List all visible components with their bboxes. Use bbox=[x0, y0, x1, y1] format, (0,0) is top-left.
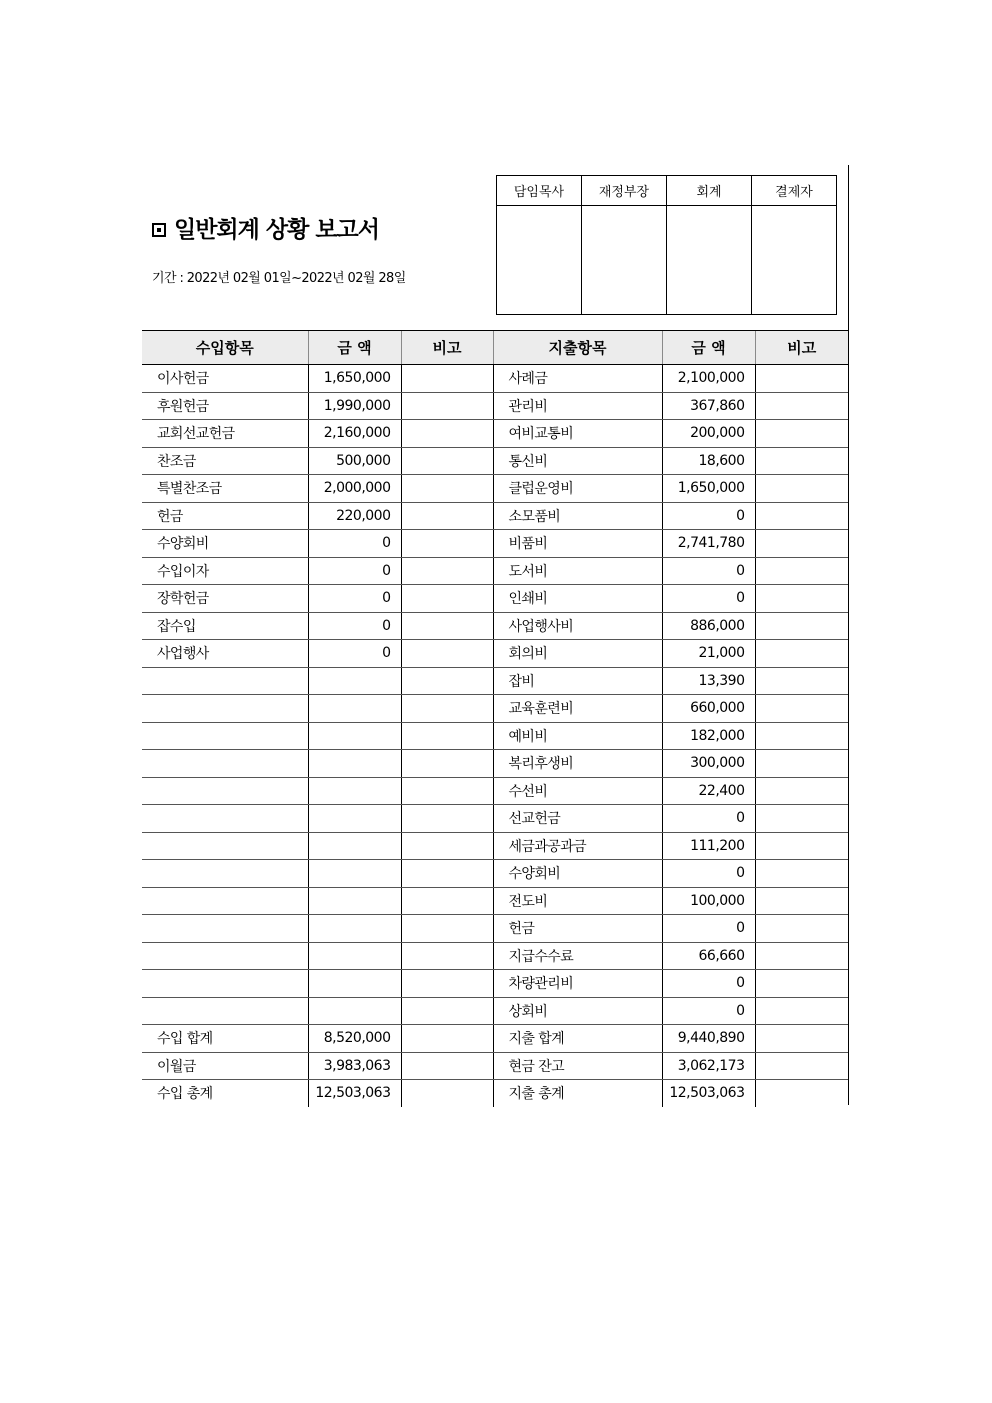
expense-item-cell: 지출 총계 bbox=[493, 1080, 662, 1107]
expense-item-cell: 현금 잔고 bbox=[493, 1052, 662, 1080]
table-row bbox=[142, 530, 848, 558]
header-expense-note: 비고 bbox=[755, 331, 848, 365]
expense-item-cell: 소모품비 bbox=[493, 502, 662, 530]
header-income-amount: 금 액 bbox=[308, 331, 401, 365]
expense-note-cell bbox=[755, 722, 848, 750]
expense-amount-cell: 21,000 bbox=[662, 640, 755, 668]
expense-amount-cell: 886,000 bbox=[662, 612, 755, 640]
income-amount-cell: 8,520,000 bbox=[308, 1025, 401, 1053]
expense-note-cell bbox=[755, 392, 848, 420]
income-item-cell: 장학헌금 bbox=[142, 585, 308, 613]
income-note-cell bbox=[401, 805, 493, 833]
income-amount-cell bbox=[308, 722, 401, 750]
expense-note-cell bbox=[755, 750, 848, 778]
income-note-cell bbox=[401, 475, 493, 503]
income-amount-cell bbox=[308, 887, 401, 915]
header-income-item: 수입항목 bbox=[142, 331, 308, 365]
income-item-cell: 수입이자 bbox=[142, 557, 308, 585]
income-note-cell bbox=[401, 860, 493, 888]
table-row bbox=[142, 420, 848, 448]
expense-note-cell bbox=[755, 970, 848, 998]
expense-item-cell: 지출 합계 bbox=[493, 1025, 662, 1053]
expense-note-cell bbox=[755, 475, 848, 503]
income-item-cell bbox=[142, 915, 308, 943]
income-item-cell: 헌금 bbox=[142, 502, 308, 530]
expense-amount-cell: 0 bbox=[662, 970, 755, 998]
income-note-cell bbox=[401, 447, 493, 475]
table-row bbox=[142, 1080, 848, 1107]
table-row bbox=[142, 887, 848, 915]
income-note-cell bbox=[401, 777, 493, 805]
expense-amount-cell: 2,741,780 bbox=[662, 530, 755, 558]
income-amount-cell: 0 bbox=[308, 612, 401, 640]
table-row bbox=[142, 722, 848, 750]
expense-item-cell: 전도비 bbox=[493, 887, 662, 915]
income-note-cell bbox=[401, 970, 493, 998]
income-item-cell: 이월금 bbox=[142, 1052, 308, 1080]
income-item-cell bbox=[142, 832, 308, 860]
expense-note-cell bbox=[755, 887, 848, 915]
expense-note-cell bbox=[755, 447, 848, 475]
expense-note-cell bbox=[755, 997, 848, 1025]
ledger-header-row bbox=[142, 331, 848, 365]
expense-amount-cell: 100,000 bbox=[662, 887, 755, 915]
expense-item-cell: 사업행사비 bbox=[493, 612, 662, 640]
expense-amount-cell: 2,100,000 bbox=[662, 365, 755, 393]
expense-note-cell bbox=[755, 805, 848, 833]
income-item-cell: 수입 합계 bbox=[142, 1025, 308, 1053]
expense-amount-cell: 367,860 bbox=[662, 392, 755, 420]
expense-amount-cell: 22,400 bbox=[662, 777, 755, 805]
income-amount-cell bbox=[308, 832, 401, 860]
header-income-note: 비고 bbox=[401, 331, 493, 365]
income-note-cell bbox=[401, 365, 493, 393]
table-row bbox=[142, 942, 848, 970]
income-amount-cell bbox=[308, 805, 401, 833]
table-row bbox=[142, 1025, 848, 1053]
expense-item-cell: 잡비 bbox=[493, 667, 662, 695]
income-note-cell bbox=[401, 392, 493, 420]
approval-header-approver: 결제자 bbox=[752, 176, 837, 206]
table-row bbox=[142, 997, 848, 1025]
expense-item-cell: 사례금 bbox=[493, 365, 662, 393]
expense-note-cell bbox=[755, 640, 848, 668]
expense-note-cell bbox=[755, 612, 848, 640]
income-item-cell: 수입 총계 bbox=[157, 1086, 213, 1103]
income-amount-cell: 3,983,063 bbox=[308, 1052, 401, 1080]
table-row bbox=[142, 585, 848, 613]
income-amount-cell: 0 bbox=[308, 557, 401, 585]
income-amount-cell: 2,160,000 bbox=[308, 420, 401, 448]
expense-amount-cell: 66,660 bbox=[662, 942, 755, 970]
expense-note-cell bbox=[755, 1080, 848, 1107]
income-amount-cell bbox=[308, 695, 401, 723]
table-row bbox=[142, 392, 848, 420]
income-note-cell bbox=[401, 942, 493, 970]
income-amount-cell: 0 bbox=[308, 640, 401, 668]
income-item-cell bbox=[142, 997, 308, 1025]
expense-note-cell bbox=[755, 502, 848, 530]
income-note-cell bbox=[401, 1025, 493, 1053]
table-row bbox=[142, 557, 848, 585]
income-note-cell bbox=[401, 640, 493, 668]
income-item-cell: 후원헌금 bbox=[142, 392, 308, 420]
expense-item-cell: 여비교통비 bbox=[493, 420, 662, 448]
income-note-cell bbox=[401, 722, 493, 750]
table-row bbox=[142, 640, 848, 668]
expense-item-cell: 도서비 bbox=[493, 557, 662, 585]
expense-amount-cell: 12,503,063 bbox=[662, 1080, 755, 1107]
income-item-cell bbox=[142, 805, 308, 833]
income-item-cell: 찬조금 bbox=[142, 447, 308, 475]
expense-item-cell: 세금과공과금 bbox=[493, 832, 662, 860]
income-amount-cell bbox=[308, 667, 401, 695]
ledger-table bbox=[142, 330, 848, 1107]
expense-item-cell: 수양회비 bbox=[493, 860, 662, 888]
income-amount-cell bbox=[308, 970, 401, 998]
square-bullet-icon bbox=[152, 223, 166, 237]
income-item-cell bbox=[142, 887, 308, 915]
expense-note-cell bbox=[755, 942, 848, 970]
income-note-cell bbox=[401, 887, 493, 915]
income-note-cell bbox=[401, 502, 493, 530]
expense-note-cell bbox=[755, 585, 848, 613]
income-amount-cell: 220,000 bbox=[308, 502, 401, 530]
income-item-cell bbox=[142, 667, 308, 695]
expense-amount-cell: 13,390 bbox=[662, 667, 755, 695]
report-title bbox=[152, 211, 379, 244]
expense-note-cell bbox=[755, 832, 848, 860]
expense-item-cell: 클럽운영비 bbox=[493, 475, 662, 503]
report-period: 기간 : 2022년 02월 01일~2022년 02월 28일 bbox=[152, 271, 406, 286]
income-note-cell bbox=[401, 750, 493, 778]
expense-amount-cell: 111,200 bbox=[662, 832, 755, 860]
expense-item-cell: 관리비 bbox=[493, 392, 662, 420]
header-expense-item: 지출항목 bbox=[493, 331, 662, 365]
expense-item-cell: 선교헌금 bbox=[493, 805, 662, 833]
income-amount-cell bbox=[308, 777, 401, 805]
table-row bbox=[142, 502, 848, 530]
approval-signature-row bbox=[497, 206, 837, 315]
expense-note-cell bbox=[755, 420, 848, 448]
expense-amount-cell: 0 bbox=[662, 805, 755, 833]
table-row bbox=[142, 447, 848, 475]
expense-item-cell: 회의비 bbox=[493, 640, 662, 668]
expense-item-cell: 복리후생비 bbox=[493, 750, 662, 778]
expense-amount-cell: 18,600 bbox=[662, 447, 755, 475]
expense-amount-cell: 200,000 bbox=[662, 420, 755, 448]
expense-amount-cell: 0 bbox=[662, 557, 755, 585]
table-row bbox=[142, 612, 848, 640]
approval-header-finance-head: 재정부장 bbox=[582, 176, 667, 206]
expense-amount-cell: 182,000 bbox=[662, 722, 755, 750]
table-row bbox=[142, 832, 848, 860]
expense-item-cell: 인쇄비 bbox=[493, 585, 662, 613]
expense-note-cell bbox=[755, 557, 848, 585]
table-row bbox=[142, 1052, 848, 1080]
income-item-cell: 이사헌금 bbox=[142, 365, 308, 393]
income-item-cell bbox=[142, 750, 308, 778]
income-item-cell bbox=[142, 970, 308, 998]
expense-note-cell bbox=[755, 1052, 848, 1080]
income-amount-cell bbox=[308, 750, 401, 778]
page-right-border bbox=[848, 165, 849, 1105]
expense-item-cell: 예비비 bbox=[493, 722, 662, 750]
expense-note-cell bbox=[755, 1025, 848, 1053]
income-note-cell bbox=[401, 557, 493, 585]
income-note-cell bbox=[401, 667, 493, 695]
income-amount-cell: 12,503,063 bbox=[308, 1080, 401, 1107]
expense-item-cell: 수선비 bbox=[493, 777, 662, 805]
income-amount-cell: 500,000 bbox=[308, 447, 401, 475]
expense-note-cell bbox=[755, 695, 848, 723]
table-row bbox=[142, 970, 848, 998]
table-row bbox=[142, 365, 848, 393]
income-note-cell bbox=[401, 420, 493, 448]
expense-amount-cell: 300,000 bbox=[662, 750, 755, 778]
income-note-cell bbox=[401, 612, 493, 640]
income-item-cell bbox=[142, 942, 308, 970]
expense-amount-cell: 0 bbox=[662, 502, 755, 530]
expense-note-cell bbox=[755, 915, 848, 943]
income-item-cell: 사업행사 bbox=[142, 640, 308, 668]
header-expense-amount: 금 액 bbox=[662, 331, 755, 365]
expense-item-cell: 차량관리비 bbox=[493, 970, 662, 998]
expense-item-cell: 통신비 bbox=[493, 447, 662, 475]
income-note-cell bbox=[401, 997, 493, 1025]
income-amount-cell bbox=[308, 942, 401, 970]
signature-cell bbox=[667, 206, 752, 315]
signature-cell bbox=[582, 206, 667, 315]
expense-item-cell: 헌금 bbox=[493, 915, 662, 943]
income-item-cell bbox=[142, 777, 308, 805]
income-note-cell bbox=[401, 530, 493, 558]
income-item-cell: 잡수입 bbox=[142, 612, 308, 640]
income-amount-cell bbox=[308, 997, 401, 1025]
income-item-cell bbox=[142, 722, 308, 750]
income-note-cell bbox=[401, 1080, 493, 1107]
income-note-cell bbox=[401, 585, 493, 613]
expense-note-cell bbox=[755, 365, 848, 393]
approval-header-row bbox=[497, 176, 837, 206]
table-row bbox=[142, 667, 848, 695]
expense-note-cell bbox=[755, 530, 848, 558]
income-item-cell: 특별찬조금 bbox=[142, 475, 308, 503]
table-row bbox=[142, 750, 848, 778]
report-title-text: 일반회계 상황 보고서 bbox=[174, 217, 379, 243]
table-row bbox=[142, 915, 848, 943]
signature-cell bbox=[497, 206, 582, 315]
expense-item-cell: 지급수수료 bbox=[493, 942, 662, 970]
approval-table bbox=[496, 175, 837, 315]
income-amount-cell: 1,990,000 bbox=[308, 392, 401, 420]
expense-amount-cell: 0 bbox=[662, 997, 755, 1025]
table-row bbox=[142, 805, 848, 833]
income-amount-cell: 0 bbox=[308, 585, 401, 613]
table-row bbox=[142, 475, 848, 503]
income-item-cell: 수양회비 bbox=[142, 530, 308, 558]
income-note-cell bbox=[401, 832, 493, 860]
expense-amount-cell: 660,000 bbox=[662, 695, 755, 723]
expense-amount-cell: 0 bbox=[662, 860, 755, 888]
table-row bbox=[142, 695, 848, 723]
expense-amount-cell: 9,440,890 bbox=[662, 1025, 755, 1053]
income-amount-cell bbox=[308, 860, 401, 888]
income-note-cell bbox=[401, 1052, 493, 1080]
expense-amount-cell: 1,650,000 bbox=[662, 475, 755, 503]
expense-amount-cell: 0 bbox=[662, 915, 755, 943]
expense-item-cell: 비품비 bbox=[493, 530, 662, 558]
expense-item-cell: 상회비 bbox=[493, 997, 662, 1025]
table-row bbox=[142, 860, 848, 888]
income-amount-cell: 0 bbox=[308, 530, 401, 558]
income-note-cell bbox=[401, 915, 493, 943]
expense-note-cell bbox=[755, 667, 848, 695]
income-amount-cell: 2,000,000 bbox=[308, 475, 401, 503]
expense-item-cell: 교육훈련비 bbox=[493, 695, 662, 723]
expense-note-cell bbox=[755, 860, 848, 888]
expense-amount-cell: 0 bbox=[662, 585, 755, 613]
income-item-cell: 교회선교헌금 bbox=[142, 420, 308, 448]
approval-header-accountant: 회계 bbox=[667, 176, 752, 206]
income-item-cell bbox=[142, 860, 308, 888]
expense-amount-cell: 3,062,173 bbox=[662, 1052, 755, 1080]
approval-header-pastor: 담임목사 bbox=[497, 176, 582, 206]
ledger-body bbox=[142, 365, 848, 1107]
signature-cell bbox=[752, 206, 837, 315]
income-amount-cell: 1,650,000 bbox=[308, 365, 401, 393]
table-row bbox=[142, 777, 848, 805]
expense-note-cell bbox=[755, 777, 848, 805]
income-note-cell bbox=[401, 695, 493, 723]
income-amount-cell bbox=[308, 915, 401, 943]
income-item-cell bbox=[142, 695, 308, 723]
